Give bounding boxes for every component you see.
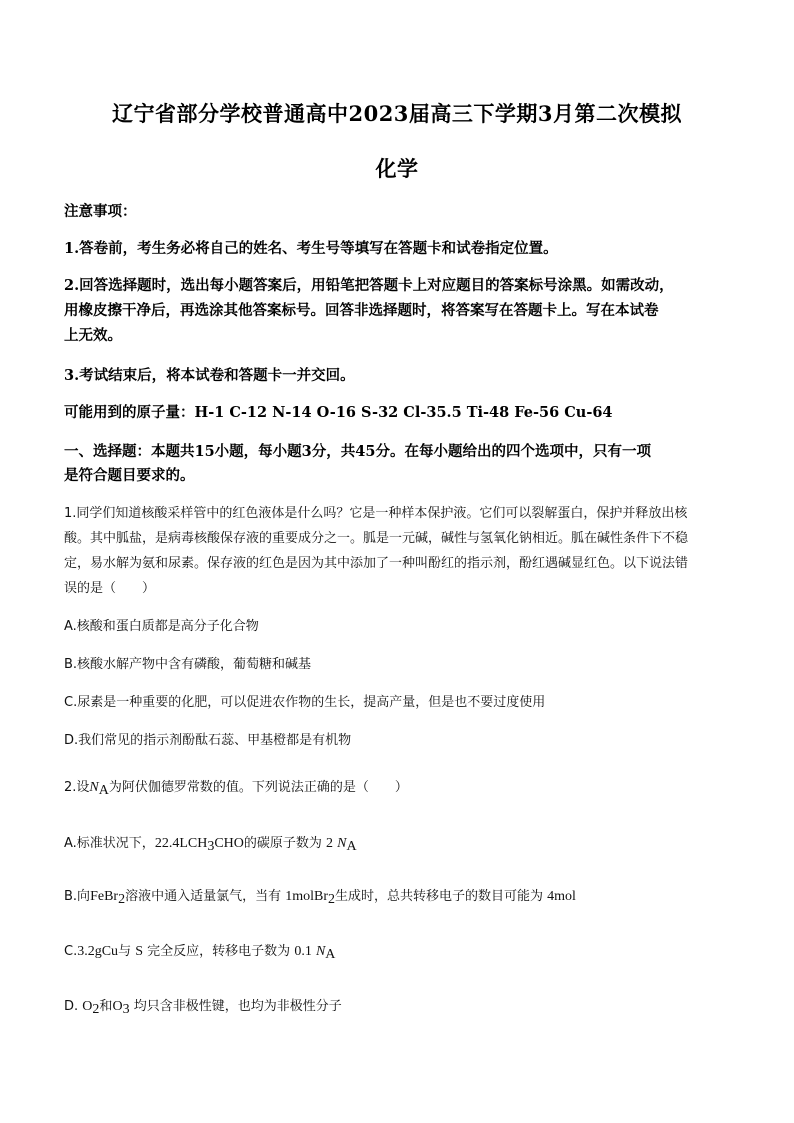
q2d-o3-sub: 3: [122, 1002, 130, 1017]
q2-option-d: [64, 995, 744, 1019]
q2d-and: 和: [99, 999, 113, 1014]
q2-option-a: [64, 832, 744, 856]
q2c-sulfur: S: [135, 944, 144, 959]
q1-option-b: B.核酸水解产物中含有磷酸，葡萄糖和碱基: [64, 657, 312, 672]
q2a-mid: 的碳原子数为: [243, 836, 322, 851]
q2b-formula2: 1molBr: [285, 889, 328, 904]
na-subscript: A: [98, 783, 109, 798]
q2b-mid1: 溶液中通入适量氯气，当有: [125, 889, 282, 904]
q2-option-c: [64, 940, 744, 964]
q2b-value: 4mol: [547, 889, 576, 904]
q2d-o3: O: [112, 999, 123, 1014]
q2d-o2-sub: 2: [92, 1002, 100, 1017]
q2d-post: 均只含非极性键，也均为非极性分子: [133, 999, 342, 1014]
q2-stem: [64, 776, 744, 800]
na-symbol: N: [315, 944, 326, 959]
q2b-formula1: FeBr: [90, 889, 119, 904]
q2b-formula2-sub: 2: [328, 892, 335, 907]
q1-stem-line3: 定，易水解为氨和尿素。保存液的红色是因为其中添加了一种叫酚红的指示剂，酚红遇碱显红色。以下说法错: [64, 556, 689, 571]
atomic-masses: 可能用到的原子量：H-1 C-12 N-14 O-16 S-32 Cl-35.5 Ti-48 Fe-56 Cu-64: [64, 404, 613, 421]
q2a-pre: A.标准状况下，: [64, 836, 155, 851]
notes-item-2-line2: 用橡皮擦干净后，再选涂其他答案标号。回答非选择题时，将答案写在答题卡上。写在本试卷: [64, 302, 659, 319]
na-subscript: A: [346, 839, 357, 854]
na-symbol: N: [89, 780, 99, 795]
q2b-pre: B.向: [64, 889, 91, 904]
q2a-formula-b: CHO: [214, 836, 244, 851]
exam-title: 辽宁省部分学校普通高中2023届高三下学期3月第二次模拟: [111, 101, 683, 126]
q2b-formula1-sub: 2: [118, 892, 126, 907]
q1-stem-line2: 酸。其中胍盐，是病毒核酸保存液的重要成分之一。胍是一元碱，碱性与氢氧化钠相近。胍在碱性条件下不稳: [64, 531, 689, 546]
q2-stem-post: 为阿伏伽德罗常数的值。下列说法正确的是（ ）: [108, 780, 408, 795]
q2c-coef: 0.1: [294, 944, 312, 959]
q2-option-b: [64, 885, 744, 909]
notes-heading: 注意事项：: [64, 203, 137, 220]
q1-stem-line4: 误的是（ ）: [64, 581, 156, 596]
notes-item-3: 3.考试结束后，将本试卷和答题卡一并交回。: [64, 367, 355, 384]
section1-line1: 一、选择题：本题共15小题，每小题3分，共45分。在每小题给出的四个选项中，只有一项: [64, 443, 651, 460]
q2a-formula-a: 22.4LCH: [154, 836, 208, 851]
q2c-pre: C.: [64, 944, 78, 959]
q1-option-a: A.核酸和蛋白质都是高分子化合物: [64, 619, 259, 634]
q2d-o2: O: [82, 999, 93, 1014]
q2c-formula: 3.2gCu: [77, 944, 119, 959]
notes-item-2-line1: 2.回答选择题时，选出每小题答案后，用铅笔把答题卡上对应题目的答案标号涂黑。如需改动，: [64, 277, 674, 294]
na-symbol: N: [337, 836, 347, 851]
q2d-pre: D.: [64, 999, 79, 1014]
q2a-formula-sub: 3: [207, 839, 215, 854]
q1-stem-line1: 1.同学们知道核酸采样管中的红色液体是什么吗？它是一种样本保护液。它们可以裂解蛋白，保护并释放出核: [64, 506, 688, 521]
q2c-mid2: 完全反应，转移电子数为: [147, 944, 291, 959]
q2c-mid1: 与: [118, 944, 132, 959]
q2-stem-pre: 2.设: [64, 780, 90, 795]
q1-option-c: C.尿素是一种重要的化肥，可以促进农作物的生长，提高产量，但是也不要过度使用: [64, 695, 546, 710]
notes-item-1: 1.答卷前，考生务必将自己的姓名、考生号等填写在答题卡和试卷指定位置。: [64, 240, 558, 257]
section1-line2: 是符合题目要求的。: [64, 467, 195, 484]
notes-item-2-line3: 上无效。: [64, 327, 122, 344]
q2a-coef: 2: [326, 836, 334, 851]
na-subscript: A: [325, 947, 336, 962]
subject-title: 化学: [375, 156, 419, 181]
q1-option-d: D.我们常见的指示剂酚酞石蕊、甲基橙都是有机物: [64, 733, 352, 748]
q2b-mid2: 生成时，总共转移电子的数目可能为: [335, 889, 544, 904]
